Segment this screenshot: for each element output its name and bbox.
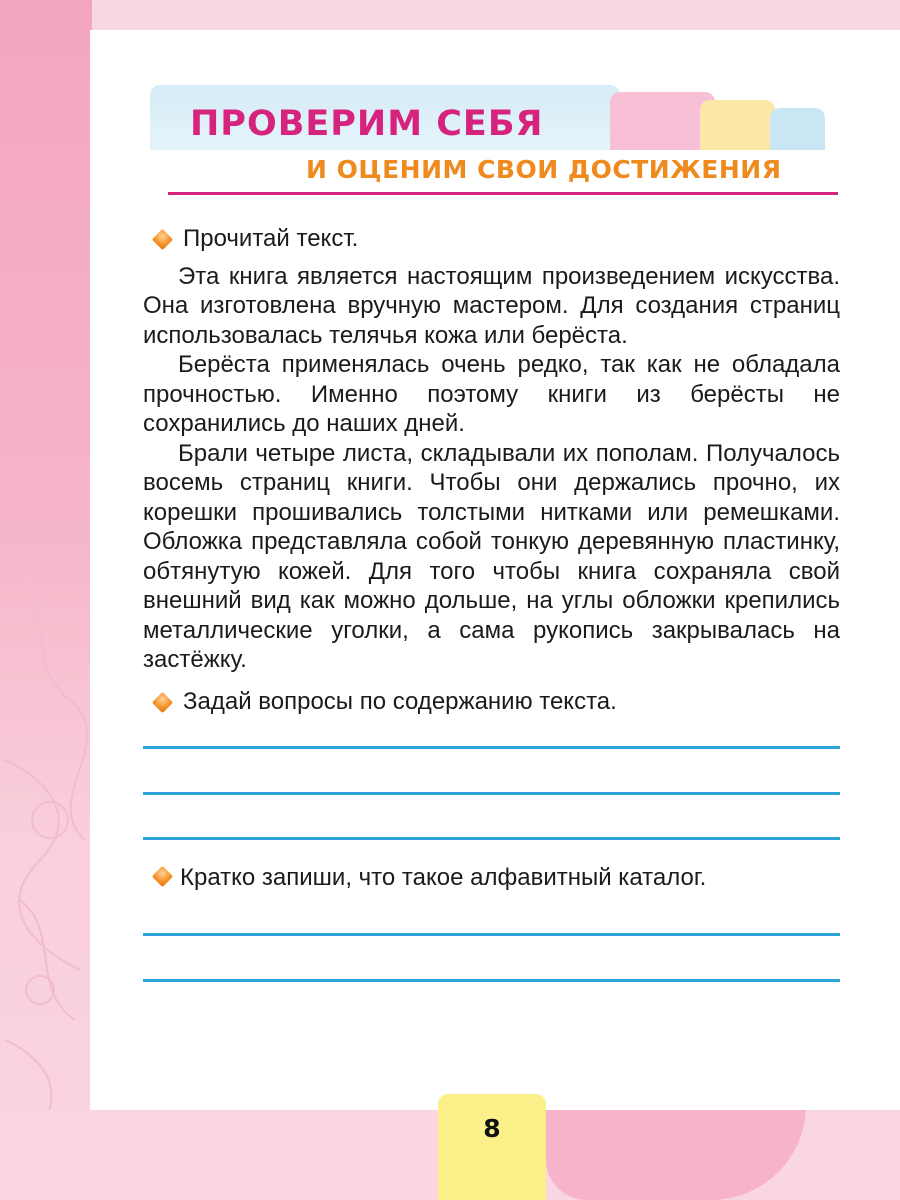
page-number-tab <box>438 1094 546 1200</box>
diamond-bullet-icon <box>152 866 173 887</box>
task-catalog <box>143 863 840 893</box>
diamond-bullet-icon <box>152 691 173 712</box>
task-catalog-label: Кратко запиши, что такое алфавитный каталог. <box>180 864 707 891</box>
title-underline <box>168 192 838 195</box>
text-paragraph-2: Берёста применялась очень редко, так как не обладала прочностью. Именно поэтому книги из берёсты не сохранились до наших дней. <box>143 351 840 437</box>
diamond-bullet-icon <box>152 229 173 250</box>
page-title: ПРОВЕРИМ СЕБЯ <box>190 104 544 144</box>
task-questions-label: Задай вопросы по содержанию текста. <box>183 687 617 715</box>
page-subtitle: И ОЦЕНИМ СВОИ ДОСТИЖЕНИЯ <box>306 155 782 184</box>
answer-line[interactable] <box>143 792 840 795</box>
text-paragraph-3: Брали четыре листа, складывали их пополам. Получалось восемь страниц книги. Чтобы они держались прочно, их корешки прошивались толстыми нитками или ремешками. Обложка представляла собой тонкую деревянную пластинку, обтянутую кожей. Для того чтобы книга сохраняла свой внешний вид как можно дольше, на углы обложки крепились металлические уголки, а сама рукопись закрывалась на застёжку. <box>143 439 840 673</box>
task-read <box>143 224 840 254</box>
page-number: 8 <box>483 1114 501 1143</box>
exercise-content <box>143 224 840 982</box>
answer-line[interactable] <box>143 979 840 982</box>
answer-line[interactable] <box>143 933 840 936</box>
answer-line[interactable] <box>143 746 840 749</box>
task-questions <box>143 687 840 717</box>
text-paragraph-1: Эта книга является настоящим произведением искусства. Она изготовлена вручную мастером. Для создания страниц использовалась телячья кожа или берёста. <box>143 262 840 349</box>
answer-line[interactable] <box>143 837 840 840</box>
task-read-label: Прочитай текст. <box>183 225 359 252</box>
